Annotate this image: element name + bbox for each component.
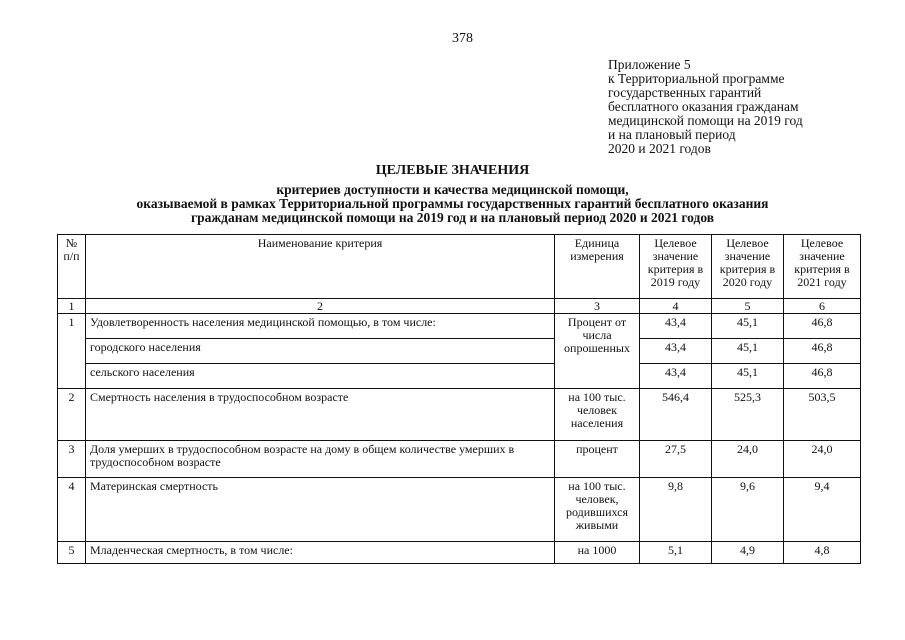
column-number: 2 (86, 299, 555, 314)
column-number: 4 (640, 299, 712, 314)
value-2020: 45,1 (712, 364, 784, 389)
appendix-line: к Территориальной программе (608, 71, 785, 86)
criterion-name: сельского населения (86, 364, 555, 389)
value-2020: 525,3 (712, 389, 784, 441)
criterion-name: Младенческая смертность, в том числе: (86, 542, 555, 564)
subtitle-line: критериев доступности и качества медицинской помощи, (276, 182, 629, 197)
table-row (58, 314, 861, 339)
row-number: 5 (58, 542, 86, 564)
unit-cell: на 1000 (555, 542, 640, 564)
appendix-line: бесплатного оказания гражданам (608, 99, 799, 114)
value-2019: 43,4 (640, 314, 712, 339)
unit-cell: на 100 тыс. человек населения (555, 389, 640, 441)
criterion-name: Удовлетворенность населения медицинской помощью, в том числе: (86, 314, 555, 339)
header-criterion-name: Наименование критерия (86, 235, 555, 299)
value-2021: 4,8 (784, 542, 861, 564)
appendix-line: государственных гарантий (608, 85, 762, 100)
value-2021: 9,4 (784, 478, 861, 542)
table-row (58, 441, 861, 478)
value-2019: 5,1 (640, 542, 712, 564)
value-2021: 46,8 (784, 364, 861, 389)
row-number: 2 (58, 389, 86, 441)
criteria-table (57, 234, 861, 564)
column-number: 1 (58, 299, 86, 314)
unit-cell: Процент от числа опрошенных (555, 314, 640, 389)
value-2019: 546,4 (640, 389, 712, 441)
table-header-row (58, 235, 861, 299)
value-2020: 24,0 (712, 441, 784, 478)
criterion-name: Доля умерших в трудоспособном возрасте на дому в общем количестве умерших в трудоспособном возрасте (86, 441, 555, 478)
subtitle-line: гражданам медицинской помощи на 2019 год и на плановый период 2020 и 2021 годов (190, 210, 715, 225)
column-number: 6 (784, 299, 861, 314)
row-number: 4 (58, 478, 86, 542)
criterion-name: городского населения (86, 339, 555, 364)
table-row (58, 339, 861, 364)
column-number: 5 (712, 299, 784, 314)
appendix-line: Приложение 5 (608, 57, 691, 72)
column-number: 3 (555, 299, 640, 314)
appendix-line: 2020 и 2021 годов (608, 141, 711, 156)
subtitle-line: оказываемой в рамках Территориальной программы государственных гарантий бесплатного оказания (136, 196, 769, 211)
table-row (58, 478, 861, 542)
value-2021: 46,8 (784, 339, 861, 364)
table-row (58, 389, 861, 441)
criterion-name: Материнская смертность (86, 478, 555, 542)
value-2019: 27,5 (640, 441, 712, 478)
document-subtitle (0, 183, 905, 225)
appendix-line: и на плановый период (608, 127, 736, 142)
value-2019: 43,4 (640, 339, 712, 364)
header-num: № п/п (58, 235, 86, 299)
value-2020: 9,6 (712, 478, 784, 542)
value-2020: 45,1 (712, 339, 784, 364)
column-number-row (58, 299, 861, 314)
table-row (58, 364, 861, 389)
row-number: 1 (58, 314, 86, 389)
unit-cell: процент (555, 441, 640, 478)
header-2021: Целевое значение критерия в 2021 году (784, 235, 861, 299)
unit-cell: на 100 тыс. человек, родившихся живыми (555, 478, 640, 542)
criterion-name: Смертность населения в трудоспособном возрасте (86, 389, 555, 441)
document-title: ЦЕЛЕВЫЕ ЗНАЧЕНИЯ (375, 163, 530, 178)
row-number: 3 (58, 441, 86, 478)
page-number: 378 (452, 31, 473, 46)
header-2020: Целевое значение критерия в 2020 году (712, 235, 784, 299)
value-2019: 9,8 (640, 478, 712, 542)
header-2019: Целевое значение критерия в 2019 году (640, 235, 712, 299)
appendix-note (608, 58, 803, 156)
header-unit: Единица измерения (555, 235, 640, 299)
value-2019: 43,4 (640, 364, 712, 389)
value-2020: 45,1 (712, 314, 784, 339)
value-2021: 46,8 (784, 314, 861, 339)
appendix-line: медицинской помощи на 2019 год (608, 113, 803, 128)
value-2021: 503,5 (784, 389, 861, 441)
table-row (58, 542, 861, 564)
value-2021: 24,0 (784, 441, 861, 478)
value-2020: 4,9 (712, 542, 784, 564)
